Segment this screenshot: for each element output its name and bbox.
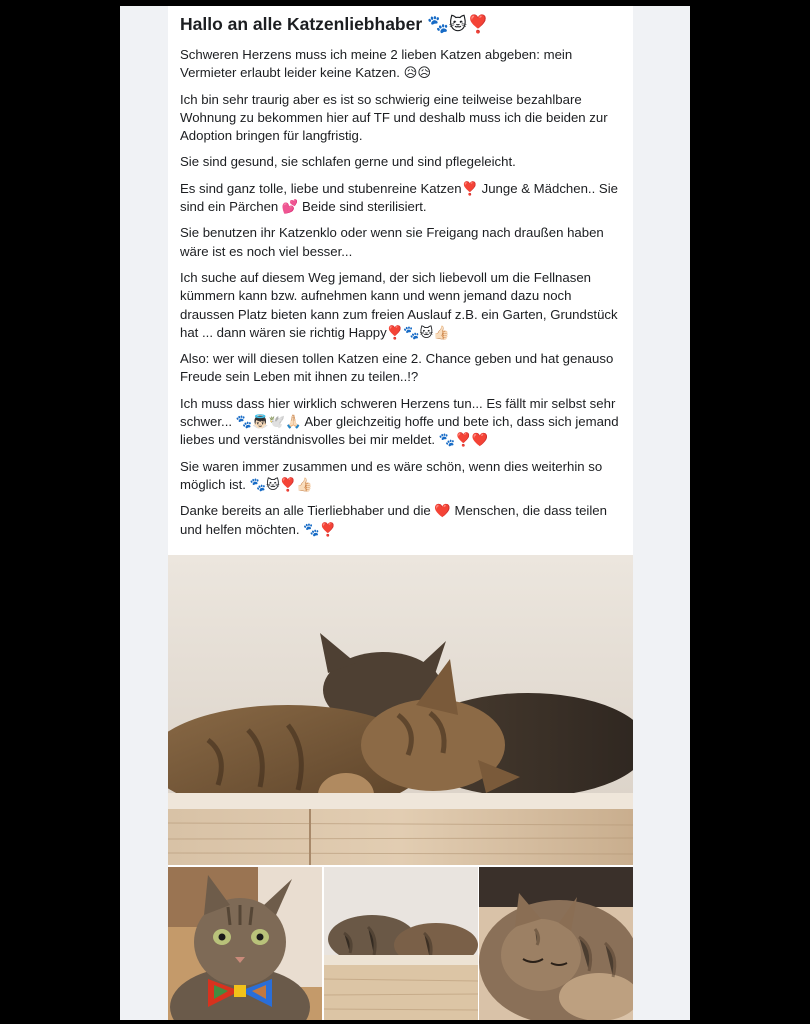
post-paragraph: Sie sind gesund, sie schlafen gerne und sind pflegeleicht. [180, 154, 516, 170]
cat-bowtie-photo [168, 867, 322, 1020]
photo-main[interactable] [168, 555, 633, 865]
two-cats-photo [168, 555, 633, 865]
photo-grid [168, 555, 633, 1020]
phone-screen [120, 6, 690, 1020]
post-card [168, 6, 633, 1020]
post-paragraph: Ich muss dass hier wirklich schweren Herzens tun... Es fällt mir selbst sehr schwer... 🐾👼🏻🕊️🙏🏻 Aber gleichzeitig hoffe und bete ich, dass sich jemand liebes und verständnisvolles bei mir meldet. 🐾❣️❤️ [180, 395, 619, 448]
photo-thumb-3[interactable] [479, 867, 633, 1020]
post-title: Hallo an alle Katzenliebhaber 🐾🐱❣️ [180, 14, 489, 34]
cats-box-photo [324, 867, 478, 1020]
post-paragraph: Sie benutzen ihr Katzenklo oder wenn sie Freigang nach draußen haben wäre ist es noch viel besser... [180, 225, 604, 259]
photo-thumb-1[interactable] [168, 867, 322, 1020]
photo-thumb-2[interactable] [324, 867, 478, 1020]
post-paragraph: Ich bin sehr traurig aber es ist so schwierig eine teilweise bezahlbare Wohnung zu bekommen hier auf TF und deshalb muss ich die beiden zur Adoption bringen für langfristig. [180, 91, 608, 144]
post-paragraph: Also: wer will diesen tollen Katzen eine 2. Chance geben und hat genauso Freude sein Leben mit ihnen zu teilen..!? [180, 351, 614, 385]
post-body [168, 6, 633, 539]
post-paragraph: Danke bereits an alle Tierliebhaber und die ❤️ Menschen, die dass teilen und helfen möchten. 🐾❣️ [180, 503, 607, 537]
post-paragraph: Schweren Herzens muss ich meine 2 lieben Katzen abgeben: mein Vermieter erlaubt leider keine Katzen. 😥😥 [180, 47, 573, 81]
post-paragraph: Sie waren immer zusammen und es wäre schön, wenn dies weiterhin so möglich ist. 🐾🐱❣️👍🏻 [180, 458, 603, 492]
post-paragraph: Ich suche auf diesem Weg jemand, der sich liebevoll um die Fellnasen kümmern kann bzw. aufnehmen kann und wenn jemand dazu noch draussen Platz bieten kann zum freien Auslauf z.B. ein Garten, Grundstück hat ... dann wären sie richtig Happy❣️🐾🐱👍🏻 [180, 269, 618, 340]
cat-sleeping-photo [479, 867, 633, 1020]
post-paragraph: Es sind ganz tolle, liebe und stubenreine Katzen❣️ Junge & Mädchen.. Sie sind ein Pärchen 💕 Beide sind sterilisiert. [180, 180, 618, 215]
